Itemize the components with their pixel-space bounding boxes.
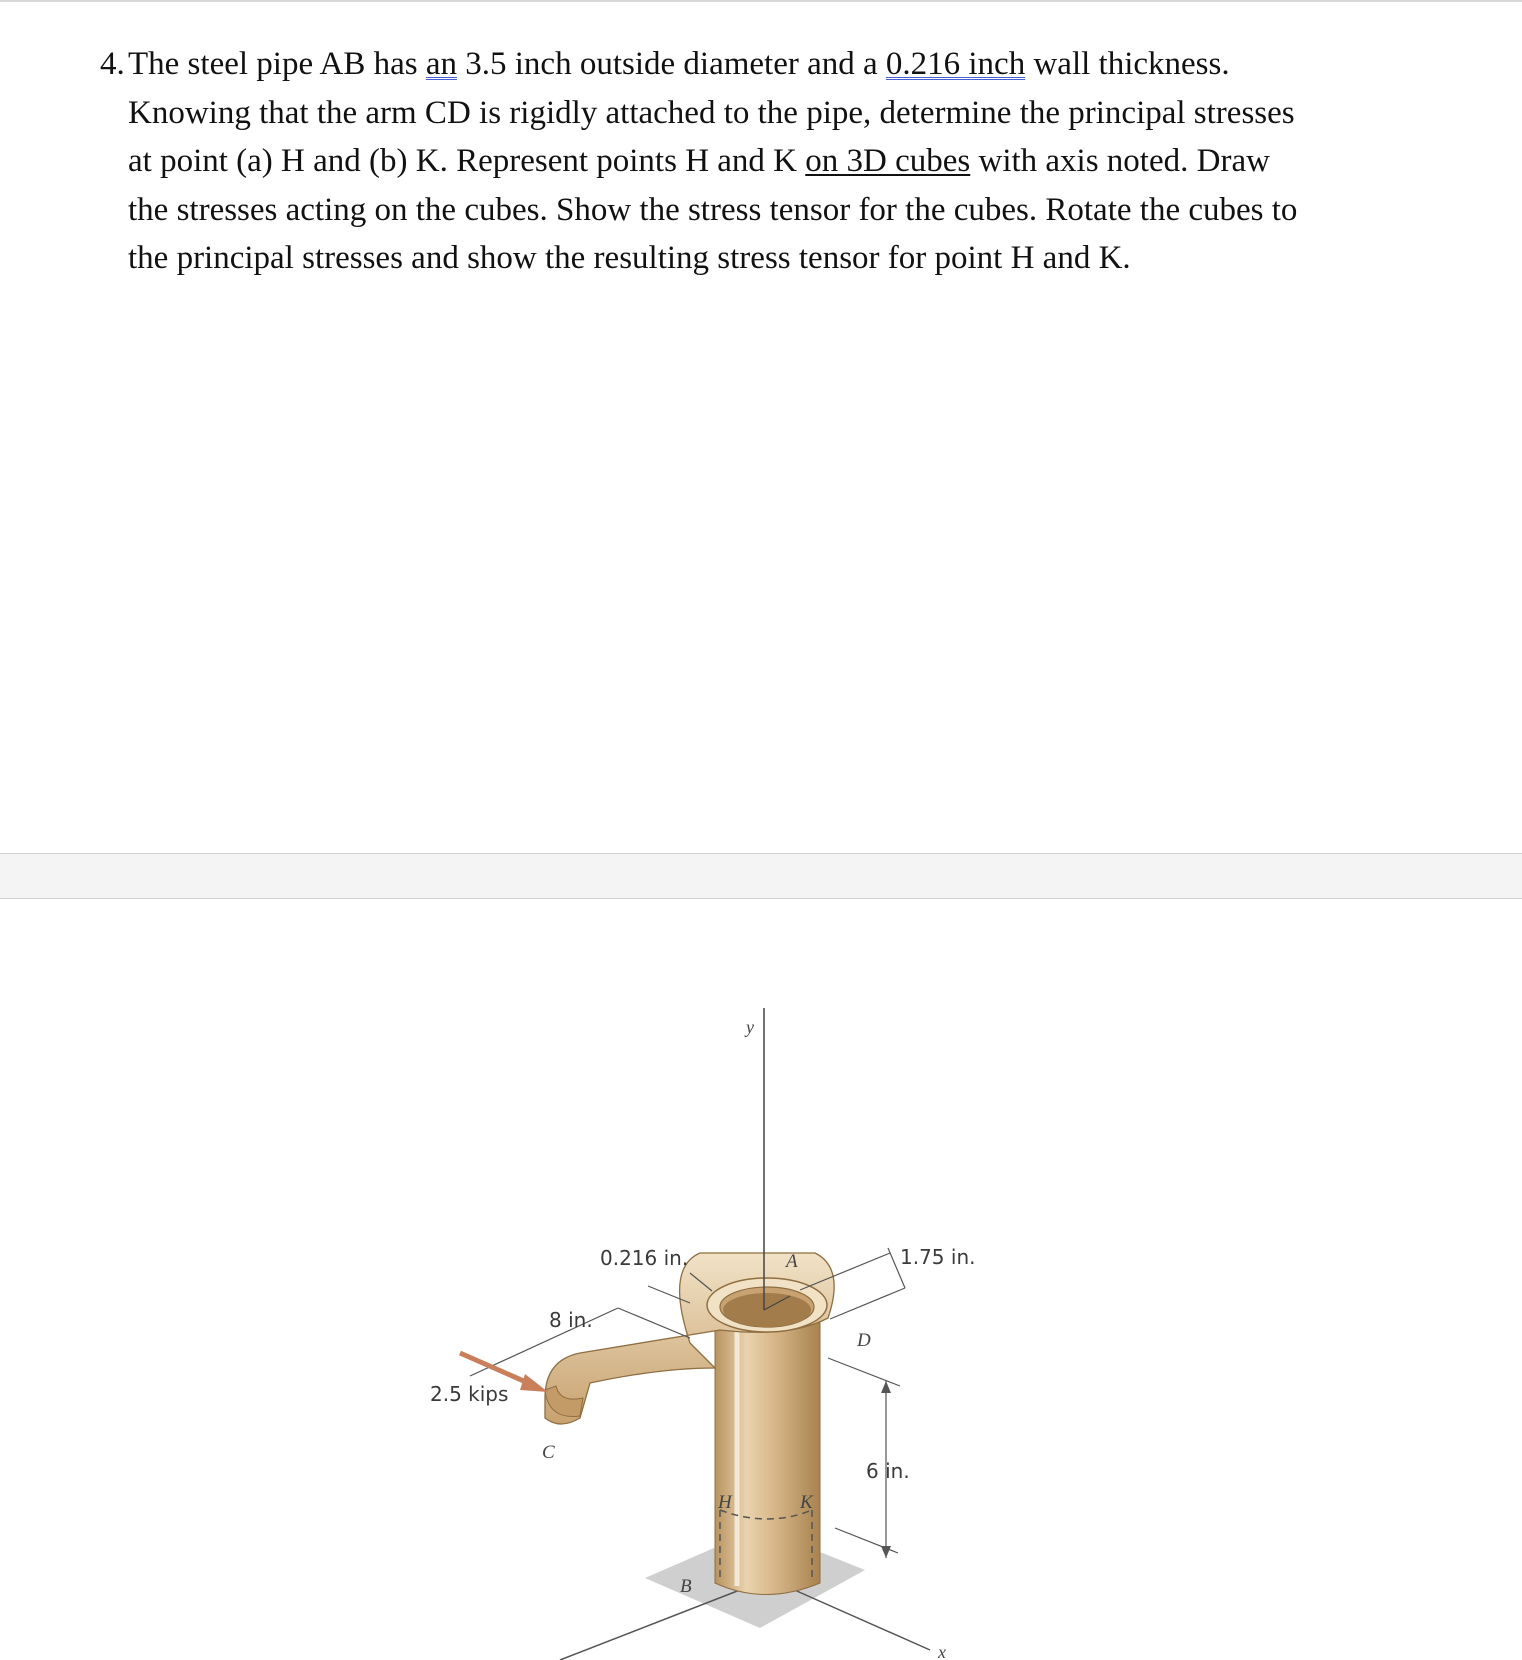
text-run: with axis noted. Draw — [970, 143, 1270, 179]
grammar-flag-thickness[interactable]: 0.216 inch — [885, 46, 1026, 82]
label-point-d: D — [857, 1330, 871, 1351]
y-axis-label: y — [746, 1017, 754, 1037]
z-axis-line — [560, 1588, 745, 1660]
radius-ext-line — [830, 1288, 905, 1319]
label-point-a: A — [786, 1251, 798, 1272]
problem-statement — [0, 0, 1522, 300]
load-arrow-head — [520, 1374, 548, 1392]
problem-text — [128, 40, 1458, 283]
height-arrow-top — [881, 1381, 891, 1393]
problem-line-5 — [128, 234, 1458, 283]
x-axis-line — [790, 1588, 930, 1650]
arm-dim-ext — [618, 1308, 690, 1338]
text-run: wall thickness. — [1025, 46, 1230, 82]
problem-line-3 — [128, 137, 1458, 186]
label-height: 6 in. — [866, 1459, 910, 1483]
text-run: the principal stresses and show the resulting stress tensor for point H and K. — [128, 240, 1131, 276]
page-break — [0, 853, 1522, 899]
label-radius: 1.75 in. — [900, 1245, 976, 1269]
label-point-h: H — [718, 1492, 732, 1513]
height-ext-top — [828, 1358, 900, 1386]
pipe-bore — [723, 1293, 811, 1327]
label-load: 2.5 kips — [430, 1382, 509, 1406]
text-run: The steel pipe AB has — [128, 46, 426, 82]
underlined-3d-cubes: on 3D cubes — [805, 143, 971, 179]
label-point-b: B — [680, 1576, 692, 1597]
grammar-flag-an[interactable]: an — [425, 46, 458, 82]
label-point-c: C — [542, 1442, 555, 1463]
height-arrow-bottom — [881, 1546, 891, 1558]
pipe-figure — [0, 898, 1522, 1660]
text-run: 3.5 inch outside diameter and a — [457, 46, 886, 82]
label-arm-length: 8 in. — [549, 1308, 593, 1332]
text-run: Knowing that the arm CD is rigidly attached to the pipe, determine the principal stresses — [128, 94, 1295, 131]
text-run: at point (a) H and (b) K. Represent points H and K — [128, 143, 806, 179]
problem-number: 4. — [100, 46, 125, 82]
problem-line-1 — [128, 40, 1458, 89]
label-point-k: K — [800, 1492, 813, 1513]
text-run: the stresses acting on the cubes. Show the stress tensor for the cubes. Rotate the cubes to — [128, 191, 1298, 228]
problem-line-4 — [128, 186, 1458, 235]
x-axis-label: x — [938, 1642, 946, 1660]
problem-line-2 — [128, 89, 1458, 138]
pipe-diagram — [0, 898, 1522, 1660]
label-wall-thickness: 0.216 in. — [600, 1246, 689, 1270]
pipe-body — [715, 1303, 820, 1595]
